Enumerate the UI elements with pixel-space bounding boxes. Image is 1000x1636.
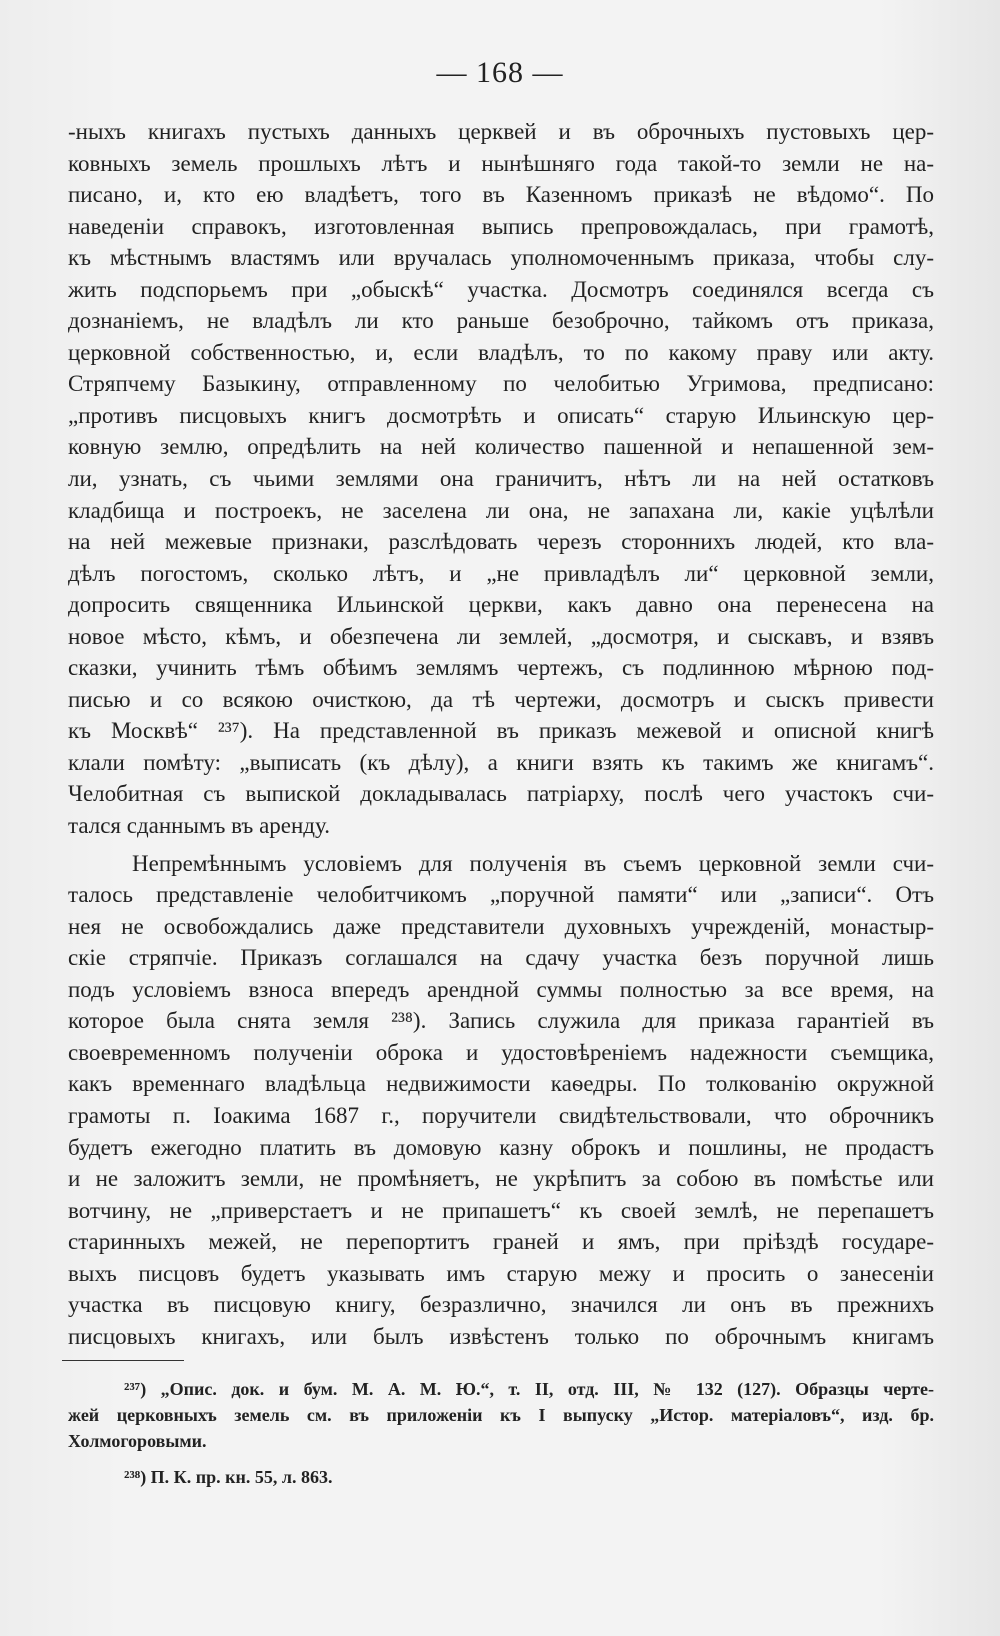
text-line: вотчину, не „приверстаетъ и не припашетъ“ къ своей землѣ, не перепашетъ	[68, 1197, 934, 1223]
text-line: тался сданнымъ въ аренду.	[68, 813, 330, 839]
body-text	[68, 116, 934, 1352]
text-line: талось представленіе челобитчикомъ „поручной памяти“ или „записи“. Отъ	[68, 882, 934, 908]
text-line: сказки, учинить тѣмъ обѣимъ землямъ чертежъ, съ подлинною мѣрною под-	[68, 655, 934, 681]
text-line: Непремѣннымъ условіемъ для полученія въ съемъ церковной земли счи-	[132, 850, 934, 876]
text-line: дѣлъ погостомъ, сколько лѣтъ, и „не привладѣлъ ли“ церковной земли,	[68, 560, 934, 586]
text-line: жить подспорьемъ при „обыскѣ“ участка. Досмотръ соединялся всегда съ	[68, 276, 934, 302]
text-line: выхъ писцовъ будетъ указывать имъ старую межу и просить о занесеніи	[68, 1260, 934, 1286]
footnote-line: ²³⁷) „Опис. док. и бум. М. А. М. Ю.“, т. II, отд. III, № 132 (127). Образцы черте-	[124, 1379, 934, 1399]
text-line: своевременномъ полученіи оброка и удостовѣреніемъ надежности съемщика,	[68, 1039, 934, 1065]
footnote-line: ²³⁸) П. К. пр. кн. 55, л. 863.	[124, 1467, 333, 1487]
text-line: къ Москвѣ“ ²³⁷). На представленной въ приказъ межевой и описной книгѣ	[68, 718, 934, 744]
text-line: участка въ писцовую книгу, безразлично, значился ли онъ въ прежнихъ	[68, 1292, 934, 1318]
text-line: будетъ ежегодно платить въ домовую казну оброкъ и пошлины, не продастъ	[68, 1134, 934, 1160]
text-line: какъ временнаго владѣльца недвижимости каѳедры. По толкованію окружной	[68, 1071, 934, 1097]
text-line: грамоты п. Іоакима 1687 г., поручители свидѣтельствовали, что оброчникъ	[68, 1102, 934, 1128]
text-line: подъ условіемъ взноса впередъ арендной суммы полностью за все время, на	[68, 976, 934, 1002]
footnotes	[68, 1376, 934, 1490]
text-line: нея не освобождались даже представители духовныхъ учрежденій, монастыр-	[68, 913, 934, 939]
text-line: къ мѣстнымъ властямъ или вручалась уполномоченнымъ приказа, чтобы слу-	[68, 245, 934, 271]
text-line: которое была снята земля ²³⁸). Запись служила для приказа гарантіей въ	[68, 1008, 934, 1034]
text-line: и не заложитъ земли, не промѣняетъ, не укрѣпитъ за собою въ помѣстье или	[68, 1166, 934, 1192]
text-line: Челобитная съ выпиской докладывалась патріарху, послѣ чего участокъ счи-	[68, 781, 934, 807]
text-line: ли, узнать, съ чьими землями она граничитъ, нѣтъ ли на ней остатковъ	[68, 466, 934, 492]
text-line: скіе стряпчіе. Приказъ соглашался на сдачу участка безъ поручной лишь	[68, 945, 934, 971]
text-line: на ней межевые признаки, разслѣдовать черезъ стороннихъ людей, кто вла-	[68, 529, 934, 555]
text-line: кладбища и построекъ, не заселена ли она, не запахана ли, какіе уцѣлѣли	[68, 497, 934, 523]
footnote-line: жей церковныхъ земель см. въ приложеніи къ I выпуску „Истор. матеріаловъ“, изд. бр.	[68, 1405, 934, 1425]
text-line: писано, и, кто ею владѣетъ, того въ Казенномъ приказѣ не вѣдомо“. По	[68, 182, 934, 208]
footnote-line: Холмогоровыми.	[68, 1431, 207, 1451]
text-line: ковныхъ земель прошлыхъ лѣтъ и нынѣшняго года такой-то земли не на-	[68, 150, 934, 176]
page-number: — 168 —	[436, 56, 564, 89]
footnote-gap	[68, 1454, 934, 1464]
text-line: писцовыхъ книгахъ, или былъ извѣстенъ только по оброчнымъ книгамъ	[68, 1323, 934, 1349]
footnote-divider	[62, 1360, 184, 1361]
text-line: -ныхъ книгахъ пустыхъ данныхъ церквей и въ оброчныхъ пустовыхъ цер-	[68, 119, 934, 144]
text-line: старинныхъ межей, не перепортитъ граней и ямъ, при пріѣздѣ государе-	[68, 1229, 934, 1255]
text-line: клали помѣту: „выписать (къ дѣлу), а книги взять къ такимъ же книгамъ“.	[68, 749, 934, 775]
text-line: дознаніемъ, не владѣлъ ли кто раньше безоброчно, тайкомъ отъ приказа,	[68, 308, 934, 334]
text-line: „противъ писцовыхъ книгъ досмотрѣть и описать“ старую Ильинскую цер-	[68, 402, 934, 428]
text-line: церковной собственностью, и, если владѣлъ, то по какому праву или акту.	[68, 339, 934, 365]
text-line: новое мѣсто, кѣмъ, и обезпечена ли землей, „досмотря, и сыскавъ, и взявъ	[68, 623, 934, 649]
text-line: наведеніи справокъ, изготовленная выпись препровождалась, при грамотѣ,	[68, 213, 934, 239]
text-line: допросить священника Ильинской церкви, какъ давно она перенесена на	[68, 592, 934, 618]
text-line: Стряпчему Базыкину, отправленному по челобитью Угримова, предписано:	[68, 371, 934, 397]
text-line: писью и со всякою очисткою, да тѣ чертежи, досмотръ и сыскъ привести	[68, 686, 934, 712]
text-line: ковную землю, опредѣлить на ней количество пашенной и непашенной зем-	[68, 434, 934, 460]
